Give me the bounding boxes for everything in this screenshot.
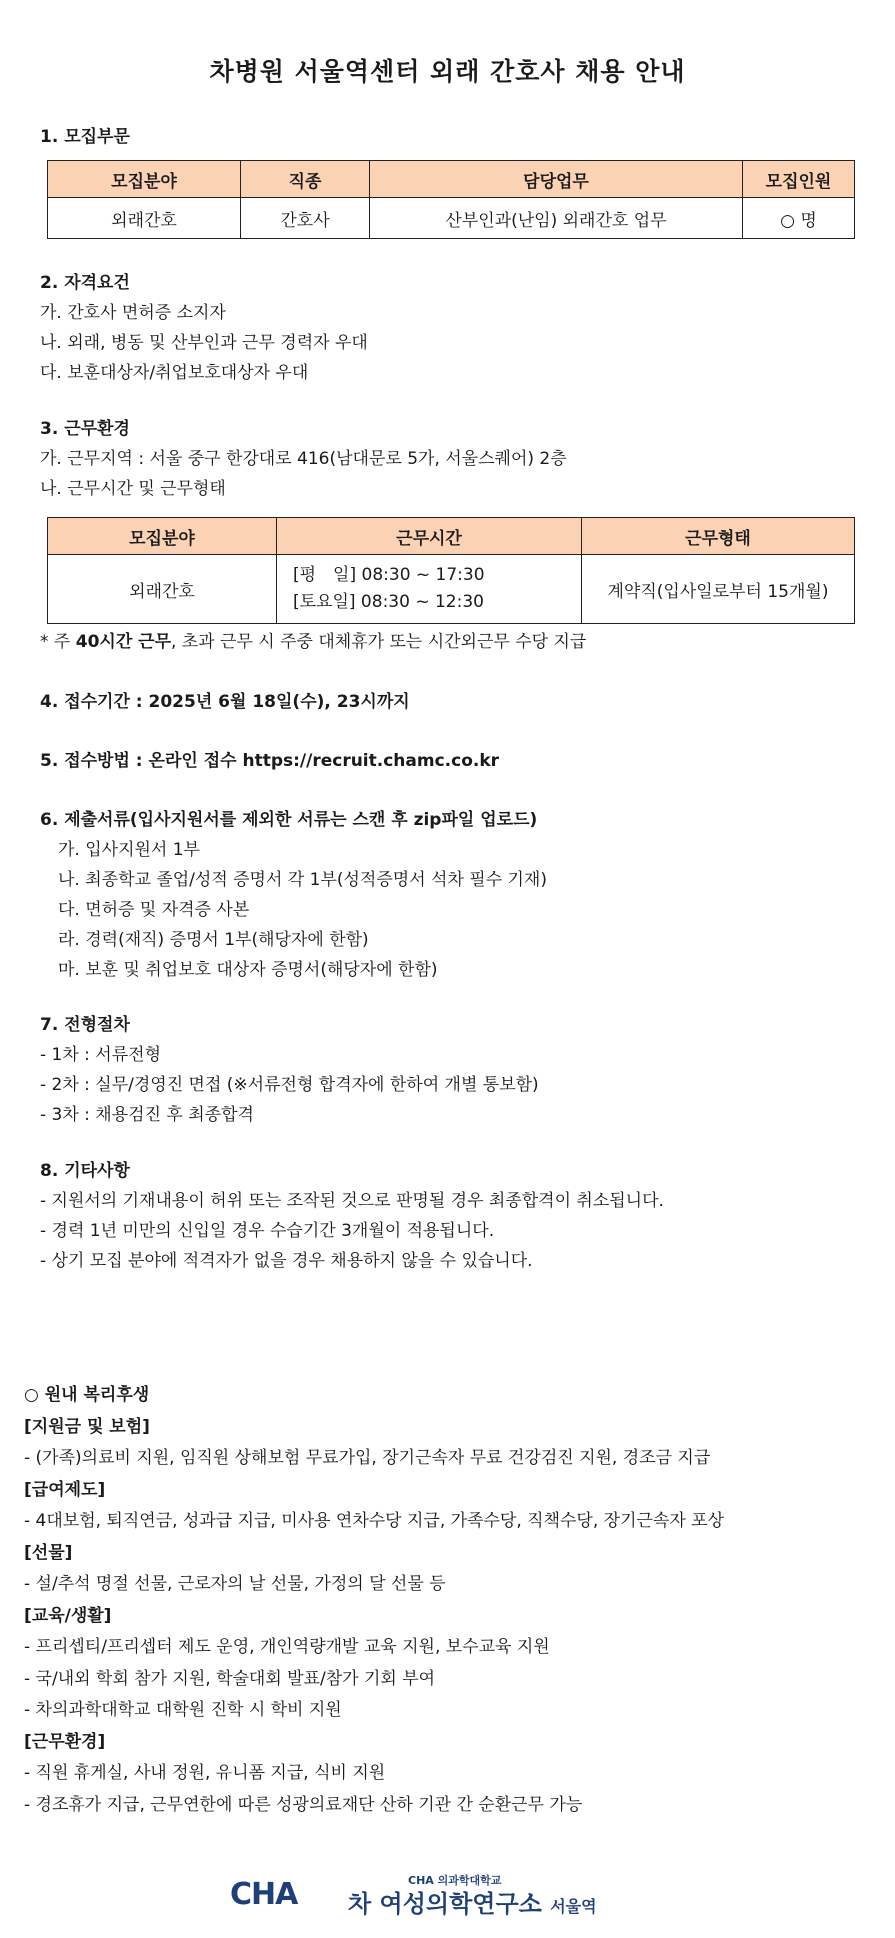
cha-logo-mark: [228, 1878, 338, 1908]
section-3: [40, 414, 880, 504]
work-time-cell: [277, 555, 582, 624]
logo-name: [348, 1884, 597, 1919]
list-item: 나. 근무시간 및 근무형태: [40, 479, 226, 499]
note-bold: 40시간 근무: [75, 632, 171, 652]
logo-subtitle: CHA 의과학대학교: [408, 1874, 502, 1887]
table-cell: 간호사: [241, 198, 370, 239]
col-header: 모집분야: [48, 518, 277, 555]
section-7: [40, 1010, 880, 1130]
list-item: 다. 면허증 및 자격증 사본: [58, 900, 250, 920]
list-item: - 3차 : 채용검진 후 최종합격: [40, 1105, 254, 1125]
note-prefix: * 주: [40, 632, 76, 652]
section-4: 4. 접수기간 : 2025년 6월 18일(수), 23시까지: [40, 692, 410, 712]
col-header: 근무시간: [277, 518, 582, 555]
page-title: 차병원 서울역센터 외래 간호사 채용 안내: [209, 57, 686, 86]
work-table: [47, 517, 855, 624]
benefit-item: - (가족)의료비 지원, 임직원 상해보험 무료가입, 장기근속자 무료 건강검진 지원, 경조금 지급: [24, 1448, 711, 1468]
section-2: [40, 268, 880, 388]
col-header: 담당업무: [370, 161, 743, 198]
col-header: 모집분야: [48, 161, 241, 198]
work-note: [40, 627, 880, 657]
list-item: 나. 외래, 병동 및 산부인과 근무 경력자 우대: [40, 333, 368, 353]
section-6-heading: 6. 제출서류(입사지원서를 제외한 서류는 스캔 후 zip파일 업로드): [40, 810, 538, 830]
benefit-item: - 프리셉티/프리셉터 제도 운영, 개인역량개발 교육 지원, 보수교육 지원: [24, 1637, 550, 1657]
list-item: - 1차 : 서류전형: [40, 1045, 161, 1065]
section-8: [40, 1156, 880, 1276]
benefit-item: - 설/추석 명절 선물, 근로자의 날 선물, 가정의 달 선물 등: [24, 1574, 446, 1594]
cha-logo: [228, 1872, 648, 1918]
benefit-item: - 국/내외 학회 참가 지원, 학술대회 발표/참가 기회 부여: [24, 1668, 436, 1689]
benefit-category: [급여제도]: [24, 1479, 106, 1500]
list-item: 다. 보훈대상자/취업보호대상자 우대: [40, 363, 309, 383]
list-item: 가. 간호사 면허증 소지자: [40, 303, 226, 323]
table-cell: 산부인과(난임) 외래간호 업무: [370, 198, 743, 239]
list-item: - 상기 모집 분야에 적격자가 없을 경우 채용하지 않을 수 있습니다.: [40, 1251, 533, 1271]
recruit-table: [47, 160, 855, 239]
list-item: 마. 보훈 및 취업보호 대상자 증명서(해당자에 한함): [58, 960, 438, 980]
benefit-category: [선물]: [24, 1542, 73, 1563]
benefits-section: [24, 1380, 884, 1821]
section-7-heading: 7. 전형절차: [40, 1015, 130, 1035]
table-row: [48, 555, 855, 624]
benefit-category: [교육/생활]: [24, 1605, 112, 1626]
table-cell: 외래간호: [48, 555, 277, 624]
table-cell: 외래간호: [48, 198, 241, 239]
weekday-time: [평 일] 08:30 ~ 17:30: [293, 565, 485, 585]
section-2-heading: 2. 자격요건: [40, 273, 130, 293]
section-8-heading: 8. 기타사항: [40, 1161, 130, 1181]
list-item: 라. 경력(재직) 증명서 1부(해당자에 한함): [58, 930, 369, 950]
table-row: [48, 198, 855, 239]
section-1-heading: 1. 모집부문: [40, 127, 130, 147]
list-item: 가. 입사지원서 1부: [58, 840, 200, 860]
col-header: 모집인원: [743, 161, 855, 198]
benefit-item: - 차의과학대학교 대학원 진학 시 학비 지원: [24, 1700, 342, 1720]
logo-location: 서울역: [550, 1897, 597, 1916]
benefit-category: [근무환경]: [24, 1731, 106, 1752]
col-header: 근무형태: [582, 518, 855, 555]
benefits-list: [24, 1412, 884, 1822]
benefit-item: - 4대보험, 퇴직연금, 성과급 지급, 미사용 연차수당 지급, 가족수당, 직책수당, 장기근속자 포상: [24, 1511, 725, 1531]
table-cell: ○ 명: [743, 198, 855, 239]
list-item: 가. 근무지역 : 서울 중구 한강대로 416(남대문로 5가, 서울스퀘어) 2층: [40, 449, 567, 469]
list-item: - 지원서의 기재내용이 허위 또는 조작된 것으로 판명될 경우 최종합격이 취소됩니다.: [40, 1191, 664, 1211]
benefits-heading: ○ 원내 복리후생: [24, 1385, 150, 1405]
section-3-heading: 3. 근무환경: [40, 419, 130, 439]
section-6: [40, 805, 880, 985]
col-header: 직종: [241, 161, 370, 198]
list-item: - 경력 1년 미만의 신입일 경우 수습기간 3개월이 적용됩니다.: [40, 1221, 495, 1241]
list-item: - 2차 : 실무/경영진 면접 (※서류전형 합격자에 한하여 개별 통보함): [40, 1075, 539, 1095]
note-rest: , 초과 근무 시 주중 대체휴가 또는 시간외근무 수당 지급: [171, 632, 587, 652]
section-5: 5. 접수방법 : 온라인 접수 https://recruit.chamc.co.kr: [40, 751, 500, 771]
benefit-item: - 경조휴가 지급, 근무연한에 따른 성광의료재단 산하 기관 간 순환근무 가능: [24, 1794, 583, 1815]
table-cell: 계약직(입사일로부터 15개월): [582, 555, 855, 624]
list-item: 나. 최종학교 졸업/성적 증명서 각 1부(성적증명서 석차 필수 기재): [58, 870, 547, 890]
benefit-category: [지원금 및 보험]: [24, 1416, 150, 1437]
logo-mark-text: CHA: [230, 1878, 298, 1908]
logo-name-text: 차 여성의학연구소: [348, 1890, 542, 1918]
benefit-item: - 직원 휴게실, 사내 정원, 유니폼 지급, 식비 지원: [24, 1763, 386, 1783]
saturday-time: [토요일] 08:30 ~ 12:30: [293, 592, 484, 612]
